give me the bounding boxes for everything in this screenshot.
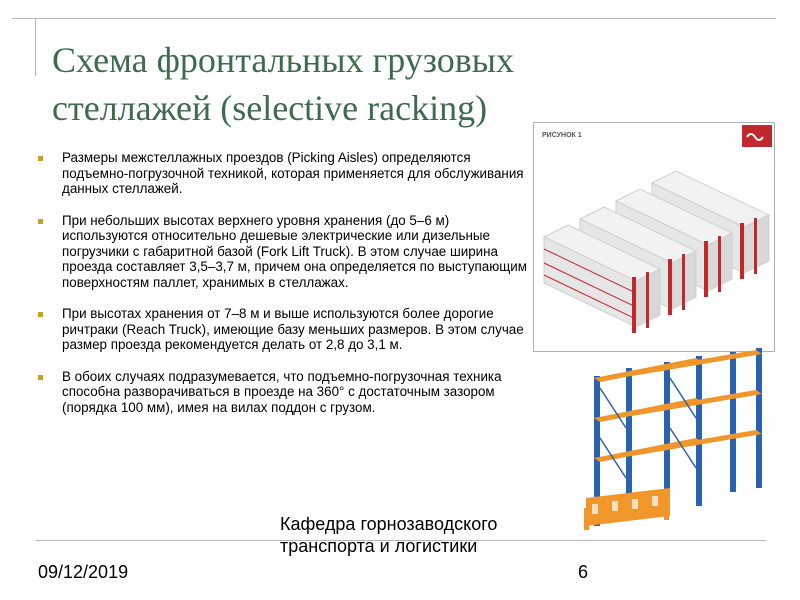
pallet-rack-figure <box>580 348 770 533</box>
footer-date: 09/12/2019 <box>38 562 129 582</box>
rack-rows <box>544 171 769 333</box>
pallet-rack-illustration <box>580 348 770 533</box>
bullet-text: Размеры межстеллажных проездов (Picking Aisles) определяются подъемно-погрузочной техникой, которая применяется для обслуживания данных стеллажей. <box>62 150 524 196</box>
page-number: 6 <box>578 562 589 582</box>
bullet-marker <box>38 312 43 317</box>
bullet-text: При небольших высотах верхнего уровня хранения (до 5–6 м) используются относительно дешевые электрические или дизельные погрузчики с габаритной базой (Fork Lift Truck). В этом случае ширина проезда составляет 3,5–3,7 м, причем она определяется по выступающим поверхностям паллет, хранимых в стеллажах. <box>62 212 527 290</box>
racking-illustration <box>534 123 774 351</box>
bullet-text: При высотах хранения от 7–8 м и выше используются более дорогие ричтраки (Reach Truck), имеющие базу меньших размеров. В этом случае размер проезда рекомендуется делать от 2,8 до 3,1 м. <box>62 306 524 352</box>
bullet-item <box>30 150 530 197</box>
slide-title: Схема фронтальных грузовых стеллажей (selective racking) <box>52 40 514 128</box>
bullet-item <box>30 306 530 353</box>
rack-bracing <box>600 378 696 478</box>
rack-beams <box>594 350 762 462</box>
bullet-item <box>30 213 530 291</box>
top-rule <box>12 18 776 19</box>
racking-figure <box>533 122 775 352</box>
figure-label: РИСУНОК 1 <box>542 132 582 139</box>
bullet-marker <box>38 156 43 161</box>
bullet-item <box>30 369 530 416</box>
bullet-marker <box>38 219 43 224</box>
bullet-marker <box>38 375 43 380</box>
bullet-list <box>30 150 530 431</box>
bullet-text: В обоих случаях подразумевается, что подъемно-погрузочная техника способна разворачиваться в проезде на 360° с достаточным зазором (порядка 100 мм), имея на вилах поддон с грузом. <box>62 368 502 415</box>
left-rule <box>35 18 36 76</box>
footer-department: Кафедра горнозаводского транспорта и логистики <box>280 514 498 556</box>
